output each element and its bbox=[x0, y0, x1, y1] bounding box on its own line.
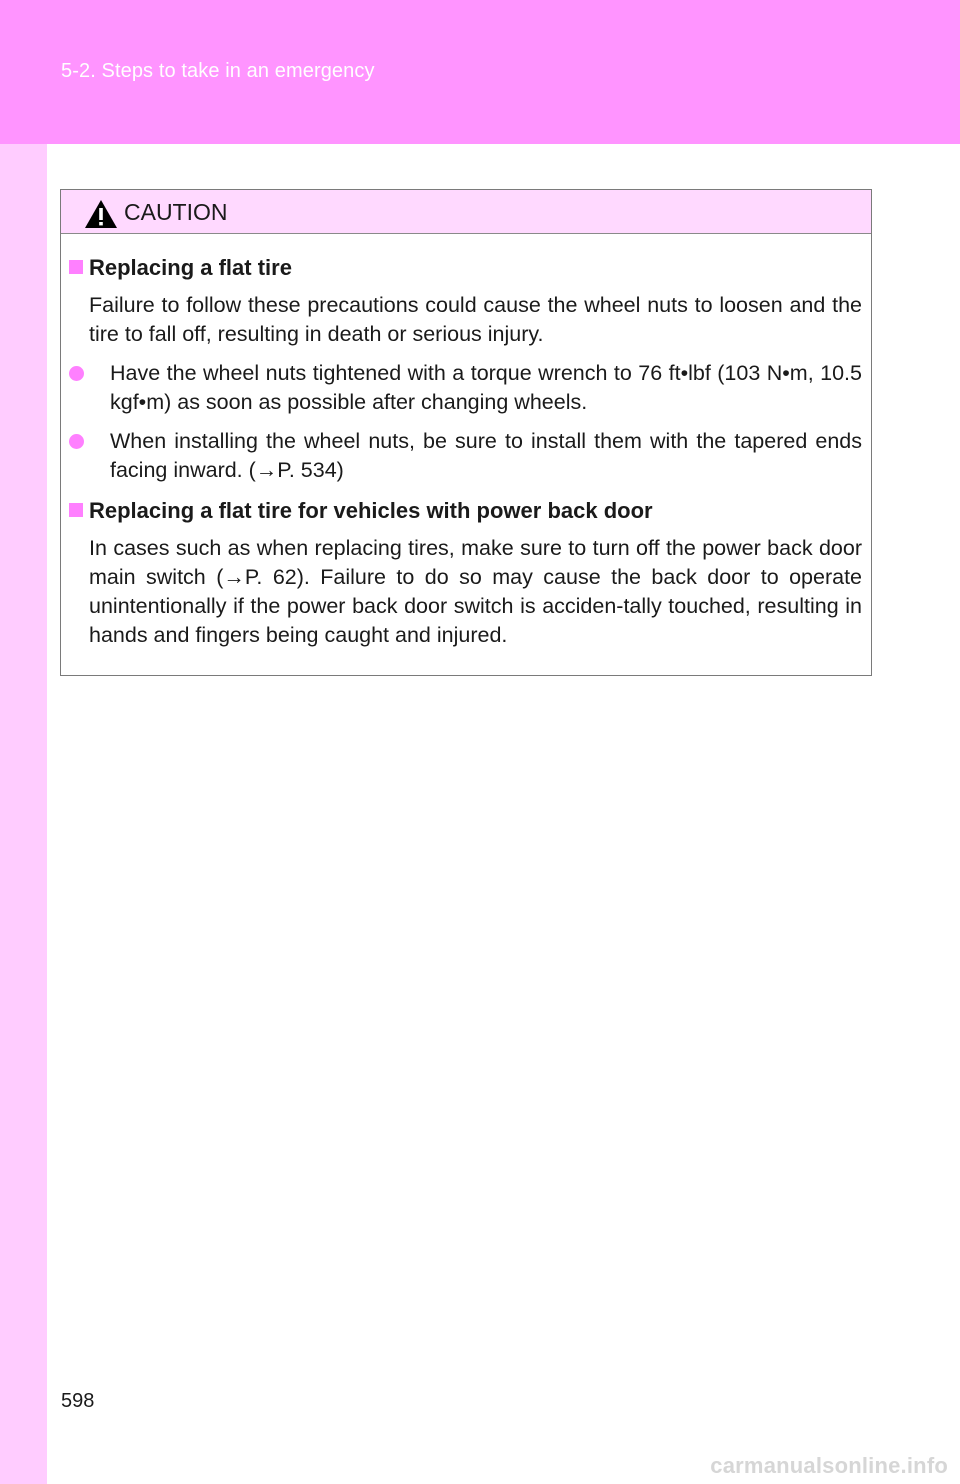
section-heading-text: Replacing a flat tire bbox=[89, 255, 292, 280]
list-item-text: When installing the wheel nuts, be sure to install them with the tapered ends facing inward. (→P. 534) bbox=[110, 429, 862, 482]
square-bullet-icon bbox=[69, 503, 83, 517]
warning-triangle-icon bbox=[84, 199, 118, 229]
section-heading bbox=[69, 498, 653, 524]
circle-bullet-icon bbox=[69, 434, 84, 449]
list-item-text: Have the wheel nuts tightened with a torque wrench to 76 ft•lbf (103 N•m, 10.5 kgf•m) as soon as possible after changing wheels. bbox=[110, 361, 862, 414]
caution-box bbox=[60, 189, 872, 676]
page-number: 598 bbox=[61, 1390, 95, 1412]
section-paragraph: Failure to follow these precautions could cause the wheel nuts to loosen and the tire to fall off, resulting in death or serious injury. bbox=[89, 293, 862, 346]
side-band bbox=[0, 144, 47, 1484]
section-paragraph: In cases such as when replacing tires, make sure to turn off the power back door main switch (→P. 62). Failure to do so may cause the back door to operate unintentionally if the power back door switch is acciden-tally touched, resulting in hands and fingers being caught and injured. bbox=[89, 536, 862, 647]
section-heading-text: Replacing a flat tire for vehicles with power back door bbox=[89, 498, 653, 523]
caution-header bbox=[61, 190, 871, 234]
circle-bullet-icon bbox=[69, 366, 84, 381]
square-bullet-icon bbox=[69, 260, 83, 274]
watermark: carmanualsonline.info bbox=[710, 1453, 948, 1478]
section-title: 5-2. Steps to take in an emergency bbox=[61, 60, 375, 82]
caution-title: CAUTION bbox=[124, 199, 228, 225]
section-heading bbox=[69, 255, 292, 281]
